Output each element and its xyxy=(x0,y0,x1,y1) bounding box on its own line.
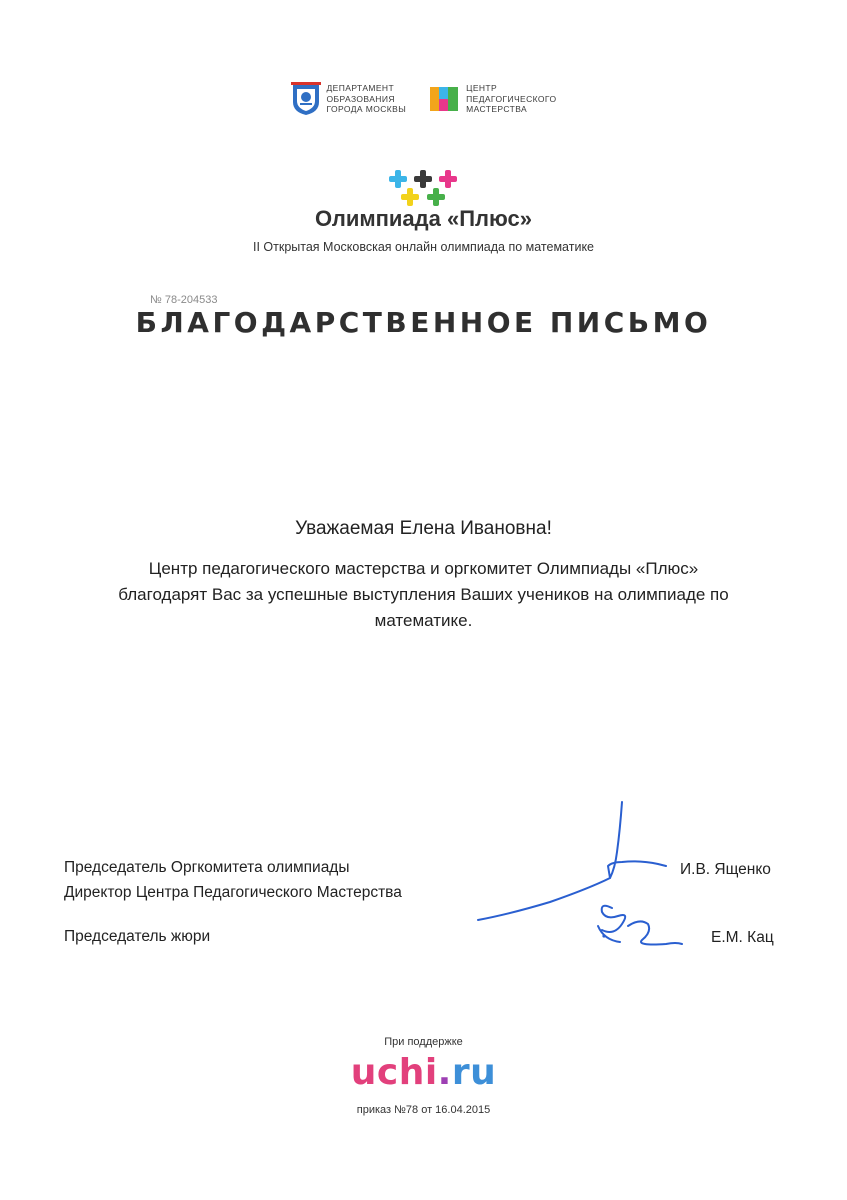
letter-body-line: математике. xyxy=(374,611,473,630)
signature-yaschenko xyxy=(478,802,666,920)
signatory-role-director: Директор Центра Педагогического Мастерства xyxy=(64,884,402,901)
olympiad-plus-mark-icon xyxy=(387,168,459,210)
brand-part: . xyxy=(437,1052,452,1093)
center-logo-line: ПЕДАГОГИЧЕСКОГО xyxy=(466,93,557,104)
plus-sign-blue xyxy=(389,170,407,188)
olympiad-title: Олимпиада «Плюс» xyxy=(315,206,532,231)
center-logo-line: МАСТЕРСТВА xyxy=(466,104,528,115)
plus-sign-black xyxy=(414,170,432,188)
plus-sign-pink xyxy=(439,170,457,188)
brand-part: uchi xyxy=(350,1052,438,1093)
center-logo-line: ЦЕНТР xyxy=(466,83,498,94)
handwritten-signatures xyxy=(470,790,710,960)
letter-body-line: благодарят Вас за успешные выступления Ваших учеников на олимпиаде по xyxy=(118,585,729,604)
dept-logo-text xyxy=(327,83,407,115)
dept-education-logo xyxy=(291,82,407,116)
document-title: БЛАГОДАРСТВЕННОЕ ПИСЬМО xyxy=(135,306,712,339)
cube-logo-icon xyxy=(428,83,460,115)
salutation: Уважаемая Елена Ивановна! xyxy=(295,518,552,539)
plus-sign-yellow xyxy=(401,188,419,206)
document-number: № 78-204533 xyxy=(150,294,218,306)
letter-body-line: Центр педагогического мастерства и оргкомитет Олимпиады «Плюс» xyxy=(148,559,699,578)
signature-kats xyxy=(598,906,682,945)
moscow-emblem-icon xyxy=(291,82,321,116)
signatory-name-kats: Е.М. Кац xyxy=(711,929,774,946)
signatory-role-chairman: Председатель Оргкомитета олимпиады xyxy=(64,859,350,876)
signatory-name-yaschenko: И.В. Ященко xyxy=(680,861,771,878)
support-label: При поддержке xyxy=(384,1036,463,1048)
center-ped-mastery-logo xyxy=(428,82,556,116)
dept-logo-line: ГОРОДА МОСКВЫ xyxy=(326,104,407,115)
brand-part: ru xyxy=(451,1052,497,1093)
center-logo-text xyxy=(466,83,556,115)
dept-logo-line: ОБРАЗОВАНИЯ xyxy=(326,93,395,104)
order-reference: приказ №78 от 16.04.2015 xyxy=(356,1104,491,1116)
plus-sign-green xyxy=(427,188,445,206)
letter-body xyxy=(60,556,787,634)
olympiad-subtitle: II Открытая Московская онлайн олимпиада по математике xyxy=(252,240,595,254)
header-logos xyxy=(0,82,847,116)
dept-logo-line: ДЕПАРТАМЕНТ xyxy=(326,83,395,94)
uchi-ru-logo xyxy=(0,1052,847,1093)
signatory-role-jury: Председатель жюри xyxy=(64,928,211,945)
